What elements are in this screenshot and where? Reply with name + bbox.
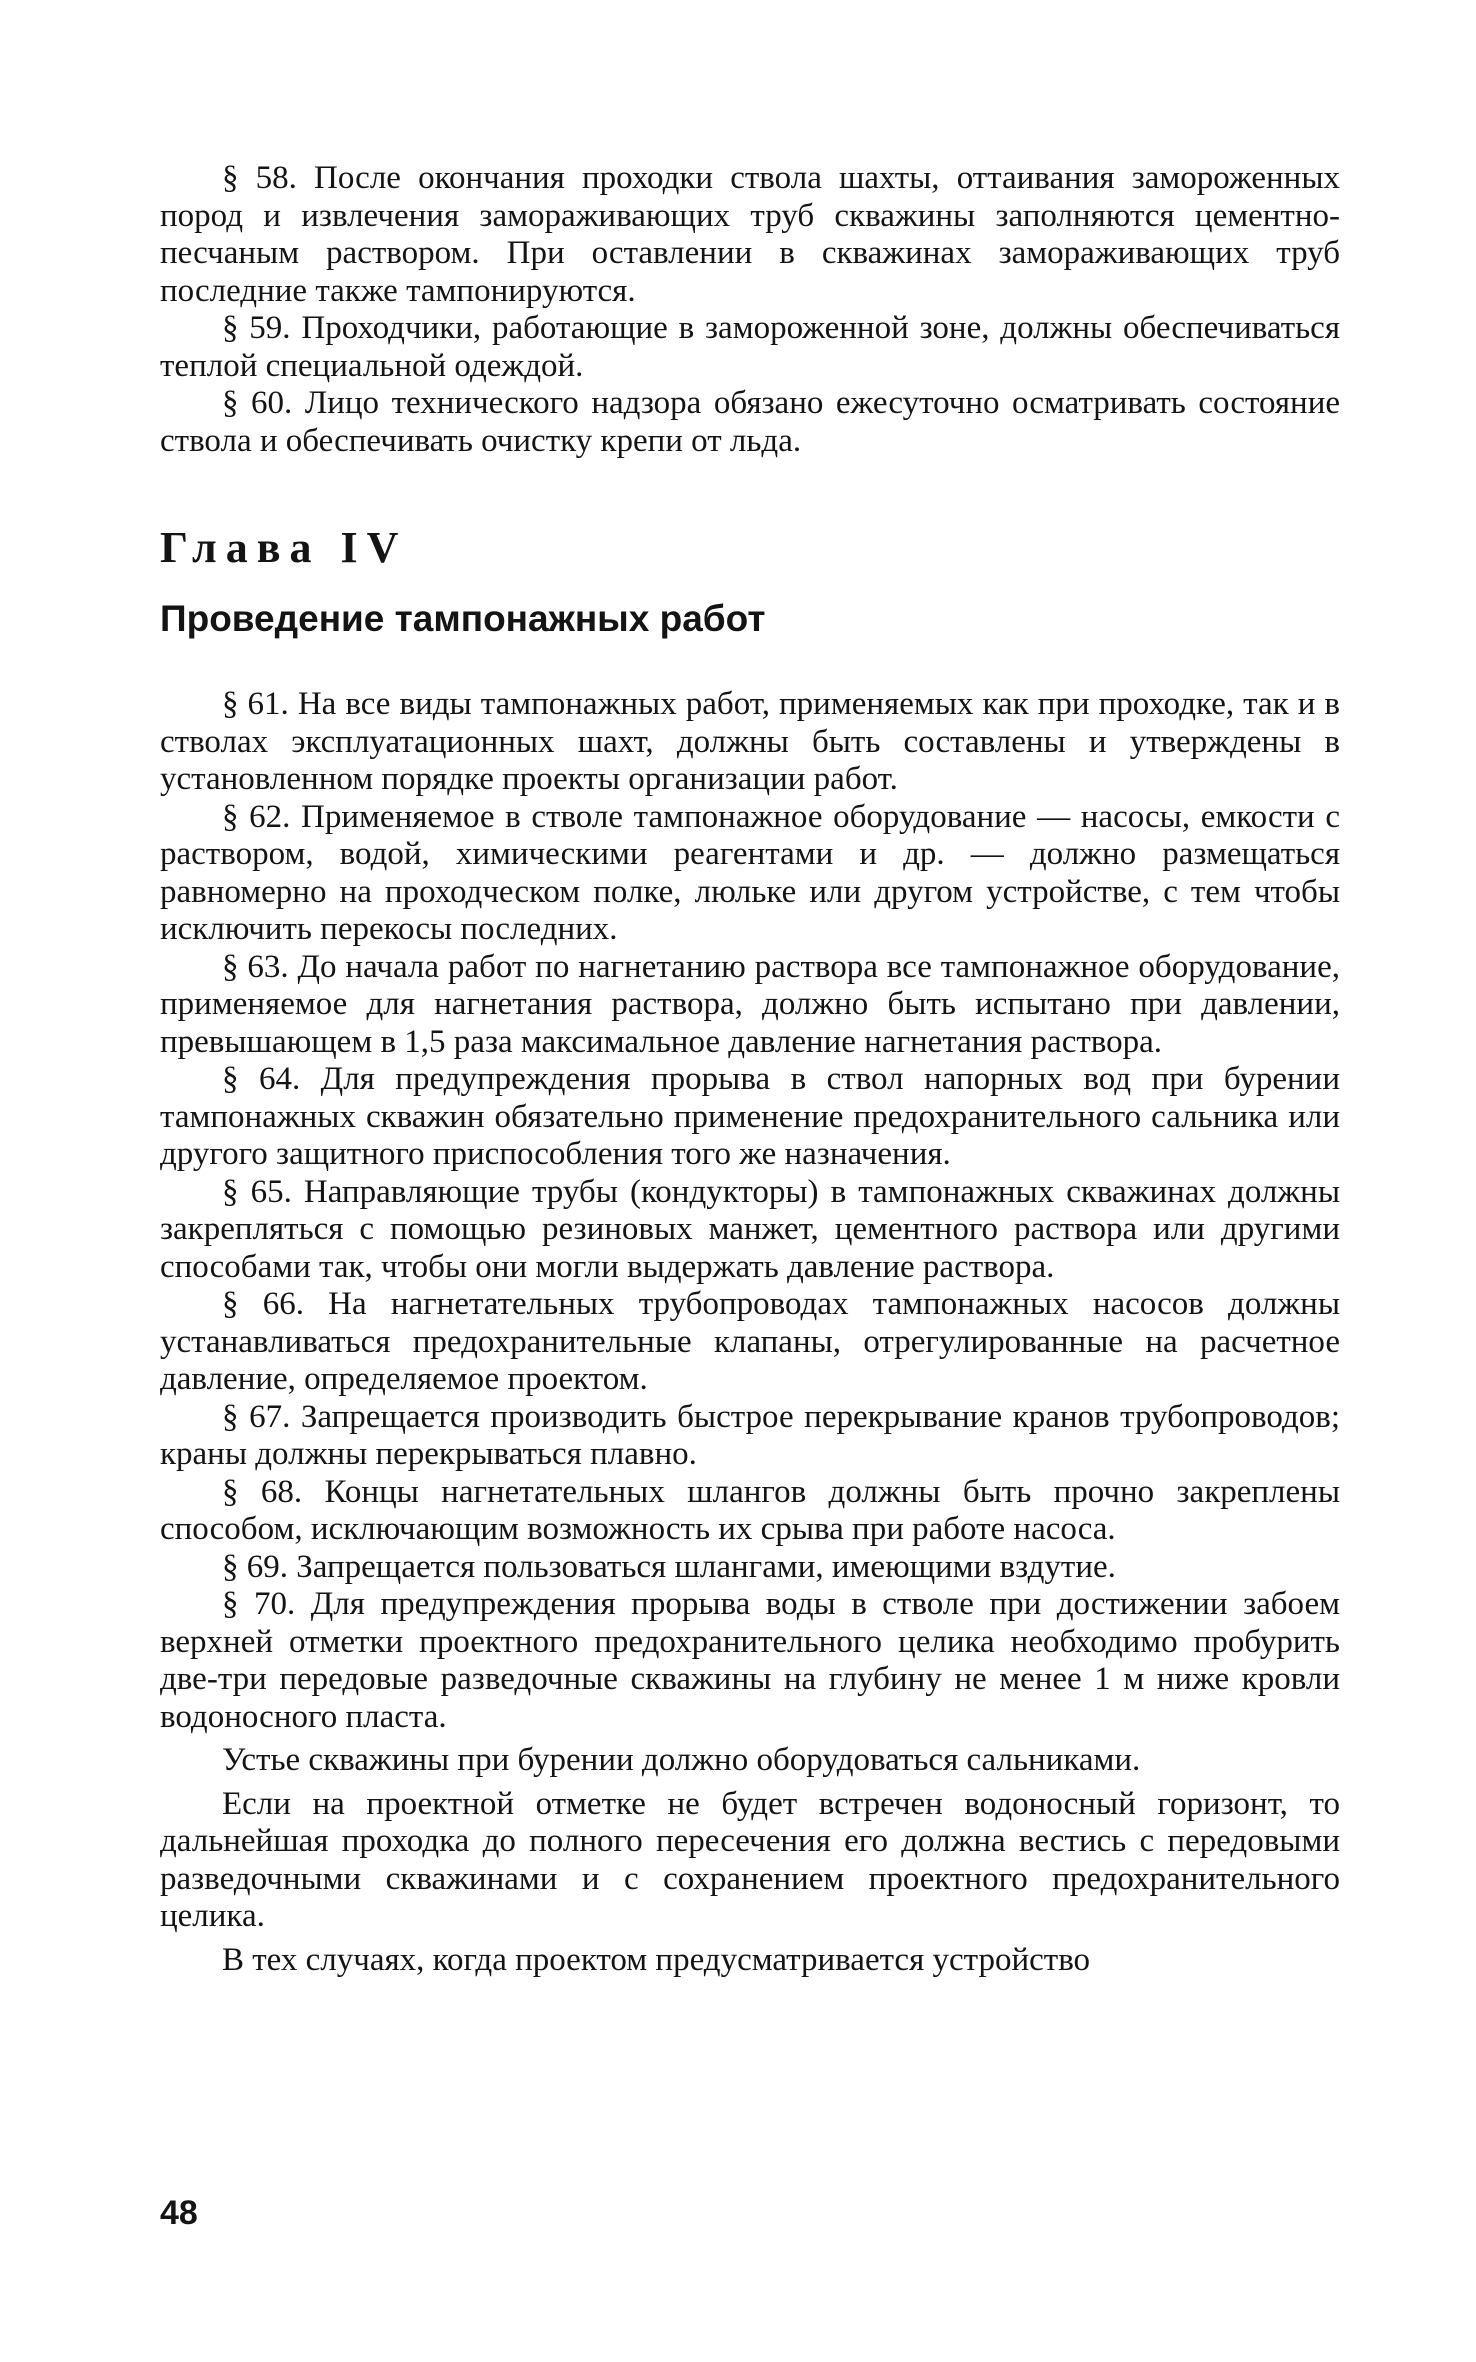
- paragraph-59: § 59. Проходчики, работающие в замороженной зоне, должны обеспечиваться теплой специальной одеждой.: [160, 310, 1340, 384]
- paragraph-58: § 58. После окончания проходки ствола шахты, оттаивания замороженных пород и извлечения замораживающих труб скважины заполняются цементно-песчаным раствором. При оставлении в скважинах замораживающих труб последние также тампонируются.: [160, 160, 1340, 309]
- paragraph-69: § 69. Запрещается пользоваться шлангами, имеющими вздутие.: [222, 1548, 1116, 1585]
- paragraph-61: § 61. На все виды тампонажных работ, применяемых как при проходке, так и в стволах эксплуатационных шахт, должны быть составлены и утверждены в установленном порядке проекты организации работ.: [160, 686, 1340, 797]
- chapter-title: Проведение тампонажных работ: [160, 598, 766, 639]
- paragraph-63: § 63. До начала работ по нагнетанию раствора все тампонажное оборудование, применяемое для нагнетания раствора, должно быть испытано при давлении, превышающем в 1,5 раза максимальное давление нагнетания раствора.: [160, 948, 1340, 1060]
- paragraph-60: § 60. Лицо технического надзора обязано ежесуточно осматривать состояние ствола и обеспечивать очистку крепи от льда.: [160, 385, 1340, 459]
- paragraph-70-continuation: Если на проектной отметке не будет встречен водоносный горизонт, то дальнейшая проходка до полного пересечения его должна вестись с передовыми разведочными скважинами и с сохранением проектного предохранительного целика.: [160, 1785, 1340, 1934]
- paragraph-68: § 68. Концы нагнетательных шлангов должны быть прочно закреплены способом, исключающим возможность их срыва при работе насоса.: [160, 1473, 1340, 1547]
- paragraph-67: § 67. Запрещается производить быстрое перекрывание кранов трубопроводов; краны должны перекрываться плавно.: [160, 1398, 1340, 1472]
- page-body: [160, 160, 1340, 1979]
- section-freezing-rules: [160, 160, 1340, 460]
- paragraph-65: § 65. Направляющие трубы (кондукторы) в тампонажных скважинах должны закрепляться с помощью резиновых манжет, цементного раствора или другими способами так, чтобы они могли выдержать давление раствора.: [160, 1173, 1340, 1285]
- paragraph-70: § 70. Для предупреждения прорыва воды в стволе при достижении забоем верхней отметки проектного предохранительного целика необходимо пробурить две-три передовые разведочные скважины на глубину не менее 1 м ниже кровли водоносного пласта.: [160, 1586, 1340, 1735]
- paragraph-62: § 62. Применяемое в стволе тампонажное оборудование — насосы, емкости с раствором, водой, химическими реагентами и др. — должно размещаться равномерно на проходческом полке, люльке или другом устройстве, с тем чтобы исключить перекосы последних.: [160, 798, 1340, 947]
- chapter-label: Глава IV: [160, 523, 408, 572]
- paragraph-66: § 66. На нагнетательных трубопроводах тампонажных насосов должны устанавливаться предохранительные клапаны, отрегулированные на расчетное давление, определяемое проектом.: [160, 1286, 1340, 1397]
- paragraph-70-cases: В тех случаях, когда проектом предусматривается устройство: [222, 1941, 1091, 1978]
- page-number: 48: [160, 2194, 198, 2232]
- section-grouting-rules: [160, 686, 1340, 1979]
- paragraph-70-wellhead: Устье скважины при бурении должно оборудоваться сальниками.: [222, 1742, 1141, 1778]
- paragraph-64: § 64. Для предупреждения прорыва в ствол напорных вод при бурении тампонажных скважин обязательно применение предохранительного сальника или другого защитного приспособления того же назначения.: [160, 1061, 1340, 1172]
